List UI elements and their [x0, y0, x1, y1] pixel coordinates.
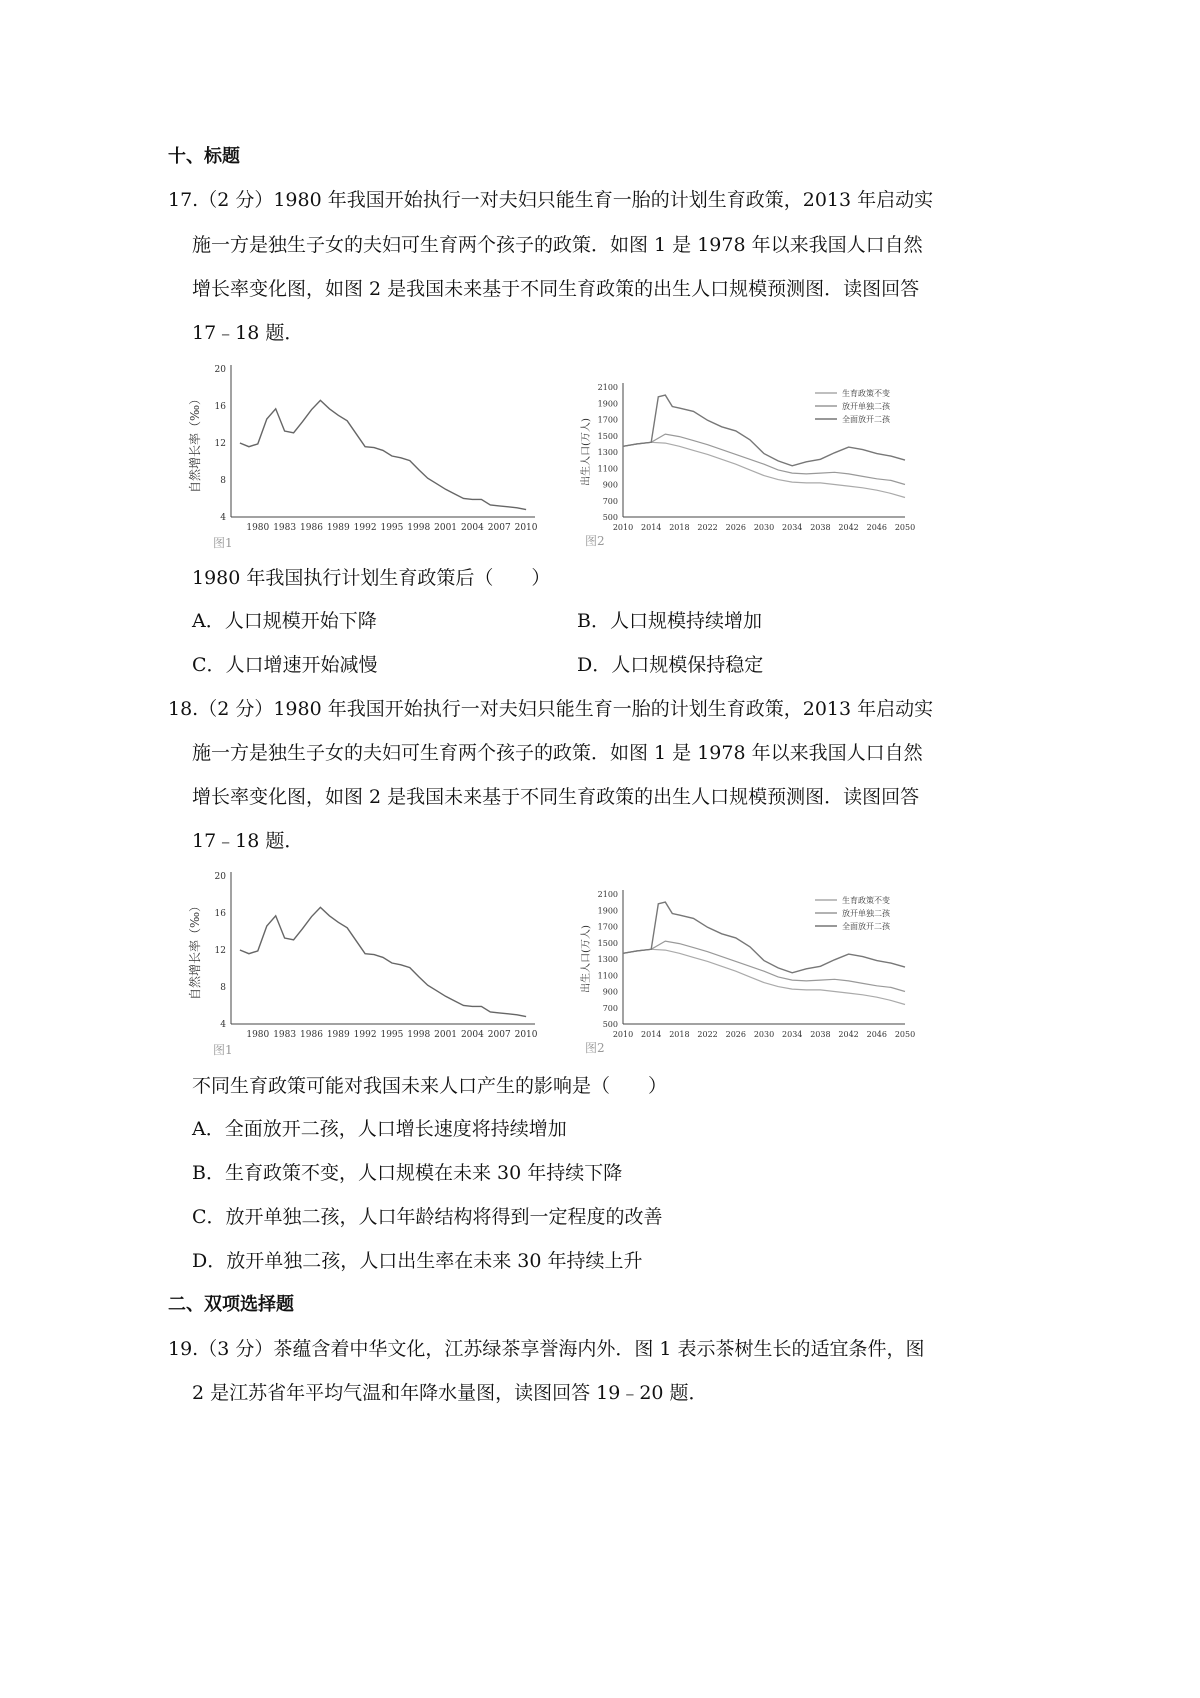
x-tick-label: 1989	[326, 523, 350, 533]
y-tick-label: 500	[602, 1020, 618, 1029]
question-18-line-4: 17﹣18 题．	[192, 830, 304, 852]
series-line-1	[240, 400, 526, 509]
y-tick-label: 12	[214, 439, 226, 449]
x-tick-label: 2050	[894, 1030, 916, 1039]
y-tick-label: 1300	[597, 448, 618, 457]
legend-label-2: 放开单独二孩	[842, 402, 890, 411]
question-17-line-3: 增长率变化图，如图 2 是我国未来基于不同生育政策的出生人口规模预测图．读图回答	[192, 278, 920, 300]
y-tick-label: 8	[220, 983, 226, 993]
series-line-1	[623, 949, 905, 1004]
y-tick-label: 1900	[597, 906, 618, 916]
x-tick-label: 2022	[697, 523, 718, 532]
question-19-line-1: 19.（3 分）茶蕴含着中华文化，江苏绿茶享誉海内外．图 1 表示茶树生长的适宜条件，图	[168, 1338, 925, 1360]
section-heading-10: 十、标题	[168, 146, 240, 167]
question-18-line-1: 18.（2 分）1980 年我国开始执行一对夫妇只能生育一胎的计划生育政策，2013 年启动实	[168, 698, 934, 720]
figure-caption: 图2	[585, 1041, 605, 1055]
figure-caption: 图1	[213, 1043, 233, 1057]
legend-label-2: 放开单独二孩	[842, 909, 890, 918]
x-tick-label: 1995	[380, 523, 404, 533]
y-axis-label: 自然增长率（‰）	[188, 899, 202, 1001]
y-axis-label: 自然增长率（‰）	[188, 392, 202, 494]
x-tick-label: 2004	[460, 1030, 484, 1040]
x-tick-label: 1980	[246, 523, 270, 533]
x-tick-label: 2014	[641, 523, 662, 532]
question-18-option-b[interactable]: B．生育政策不变，人口规模在未来 30 年持续下降	[192, 1162, 623, 1184]
figure-caption: 图2	[585, 534, 605, 548]
x-tick-label: 1998	[407, 523, 431, 533]
question-17-line-2: 施一方是独生子女的夫妇可生育两个孩子的政策．如图 1 是 1978 年以来我国人口自然	[192, 234, 923, 256]
series-line-2	[623, 434, 905, 484]
legend-label-1: 生育政策不变	[842, 389, 890, 398]
x-tick-label: 1992	[353, 1030, 377, 1040]
figure-2-birth-projection-chart-repeat	[575, 882, 935, 1066]
question-18-stem: 不同生育政策可能对我国未来人口产生的影响是（ ）	[192, 1075, 668, 1097]
x-tick-label: 2030	[753, 523, 775, 532]
y-tick-label: 1900	[597, 399, 618, 409]
x-tick-label: 2046	[866, 1030, 887, 1039]
y-axis-label: 出生人口(万人)	[581, 418, 592, 486]
section-heading-2: 二、双项选择题	[168, 1294, 294, 1315]
y-tick-label: 500	[602, 513, 618, 522]
x-tick-label: 2018	[669, 1030, 690, 1039]
y-tick-label: 1700	[597, 922, 618, 932]
y-tick-label: 1700	[597, 415, 618, 425]
figure-1-growth-rate-chart-repeat	[185, 862, 545, 1066]
y-tick-label: 900	[602, 480, 618, 490]
y-tick-label: 2100	[597, 890, 618, 899]
x-tick-label: 1983	[273, 1030, 297, 1040]
x-tick-label: 1998	[407, 1030, 431, 1040]
y-tick-label: 12	[214, 946, 226, 956]
x-tick-label: 2034	[782, 523, 803, 532]
x-tick-label: 2042	[838, 523, 859, 532]
x-tick-label: 2001	[434, 523, 458, 533]
question-18-line-3: 增长率变化图，如图 2 是我国未来基于不同生育政策的出生人口规模预测图．读图回答	[192, 786, 920, 808]
question-17-option-c[interactable]: C．人口增速开始减慢	[192, 654, 378, 676]
y-tick-label: 900	[602, 987, 618, 997]
y-tick-label: 1300	[597, 955, 618, 964]
x-tick-label: 1986	[300, 523, 323, 533]
series-line-1	[240, 907, 526, 1016]
question-18-option-a[interactable]: A．全面放开二孩，人口增长速度将持续增加	[192, 1118, 567, 1140]
legend-label-3: 全面放开二孩	[842, 415, 890, 424]
y-tick-label: 20	[214, 872, 226, 882]
x-tick-label: 2050	[894, 523, 916, 532]
series-line-2	[623, 941, 905, 991]
question-18-line-2: 施一方是独生子女的夫妇可生育两个孩子的政策．如图 1 是 1978 年以来我国人口自然	[192, 742, 923, 764]
y-tick-label: 1500	[597, 938, 618, 948]
x-tick-label: 2010	[514, 523, 538, 533]
x-tick-label: 2026	[725, 1030, 746, 1039]
y-tick-label: 4	[220, 1020, 226, 1030]
y-tick-label: 20	[214, 365, 226, 375]
y-tick-label: 4	[220, 513, 226, 523]
x-tick-label: 2001	[434, 1030, 458, 1040]
y-tick-label: 2100	[597, 383, 618, 392]
growth-rate-chart-svg	[185, 862, 545, 1062]
figure-2-birth-projection-chart	[575, 375, 935, 559]
growth-rate-chart-svg	[185, 355, 545, 555]
x-tick-label: 1983	[273, 523, 297, 533]
question-17-stem: 1980 年我国执行计划生育政策后（ ）	[192, 567, 551, 589]
question-18-option-d[interactable]: D．放开单独二孩，人口出生率在未来 30 年持续上升	[192, 1250, 643, 1272]
question-17-option-d[interactable]: D．人口规模保持稳定	[577, 654, 764, 676]
question-17-option-b[interactable]: B．人口规模持续增加	[577, 610, 762, 632]
birth-projection-chart-svg	[575, 375, 935, 555]
x-tick-label: 2034	[782, 1030, 803, 1039]
y-tick-label: 16	[214, 402, 226, 412]
legend-label-1: 生育政策不变	[842, 896, 890, 905]
x-tick-label: 1986	[300, 1030, 323, 1040]
y-tick-label: 8	[220, 476, 226, 486]
y-tick-label: 700	[602, 1003, 618, 1013]
x-tick-label: 1989	[326, 1030, 350, 1040]
x-tick-label: 2010	[612, 523, 634, 532]
series-line-1	[623, 442, 905, 497]
x-tick-label: 2010	[514, 1030, 538, 1040]
y-tick-label: 1100	[597, 971, 618, 981]
question-17-line-1: 17.（2 分）1980 年我国开始执行一对夫妇只能生育一胎的计划生育政策，2013 年启动实	[168, 189, 934, 211]
x-tick-label: 2014	[641, 1030, 662, 1039]
x-tick-label: 2004	[460, 523, 484, 533]
x-tick-label: 2038	[810, 523, 831, 532]
question-17-option-a[interactable]: A．人口规模开始下降	[192, 610, 377, 632]
y-tick-label: 700	[602, 496, 618, 506]
x-tick-label: 2026	[725, 523, 746, 532]
y-axis-label: 出生人口(万人)	[581, 925, 592, 993]
x-tick-label: 2018	[669, 523, 690, 532]
question-17-line-4: 17﹣18 题．	[192, 322, 304, 344]
question-18-option-c[interactable]: C．放开单独二孩，人口年龄结构将得到一定程度的改善	[192, 1206, 663, 1228]
x-tick-label: 2030	[753, 1030, 775, 1039]
y-tick-label: 1100	[597, 464, 618, 474]
x-tick-label: 2038	[810, 1030, 831, 1039]
x-tick-label: 2007	[487, 1030, 511, 1040]
x-tick-label: 2046	[866, 523, 887, 532]
x-tick-label: 2042	[838, 1030, 859, 1039]
y-tick-label: 16	[214, 909, 226, 919]
y-tick-label: 1500	[597, 431, 618, 441]
question-19-line-2: 2 是江苏省年平均气温和年降水量图，读图回答 19﹣20 题．	[192, 1382, 708, 1404]
x-tick-label: 1992	[353, 523, 377, 533]
legend-label-3: 全面放开二孩	[842, 922, 890, 931]
x-tick-label: 2007	[487, 523, 511, 533]
x-tick-label: 1980	[246, 1030, 270, 1040]
figure-caption: 图1	[213, 536, 233, 550]
birth-projection-chart-svg	[575, 882, 935, 1062]
x-tick-label: 2010	[612, 1030, 634, 1039]
x-tick-label: 1995	[380, 1030, 404, 1040]
x-tick-label: 2022	[697, 1030, 718, 1039]
figure-1-growth-rate-chart	[185, 355, 545, 559]
